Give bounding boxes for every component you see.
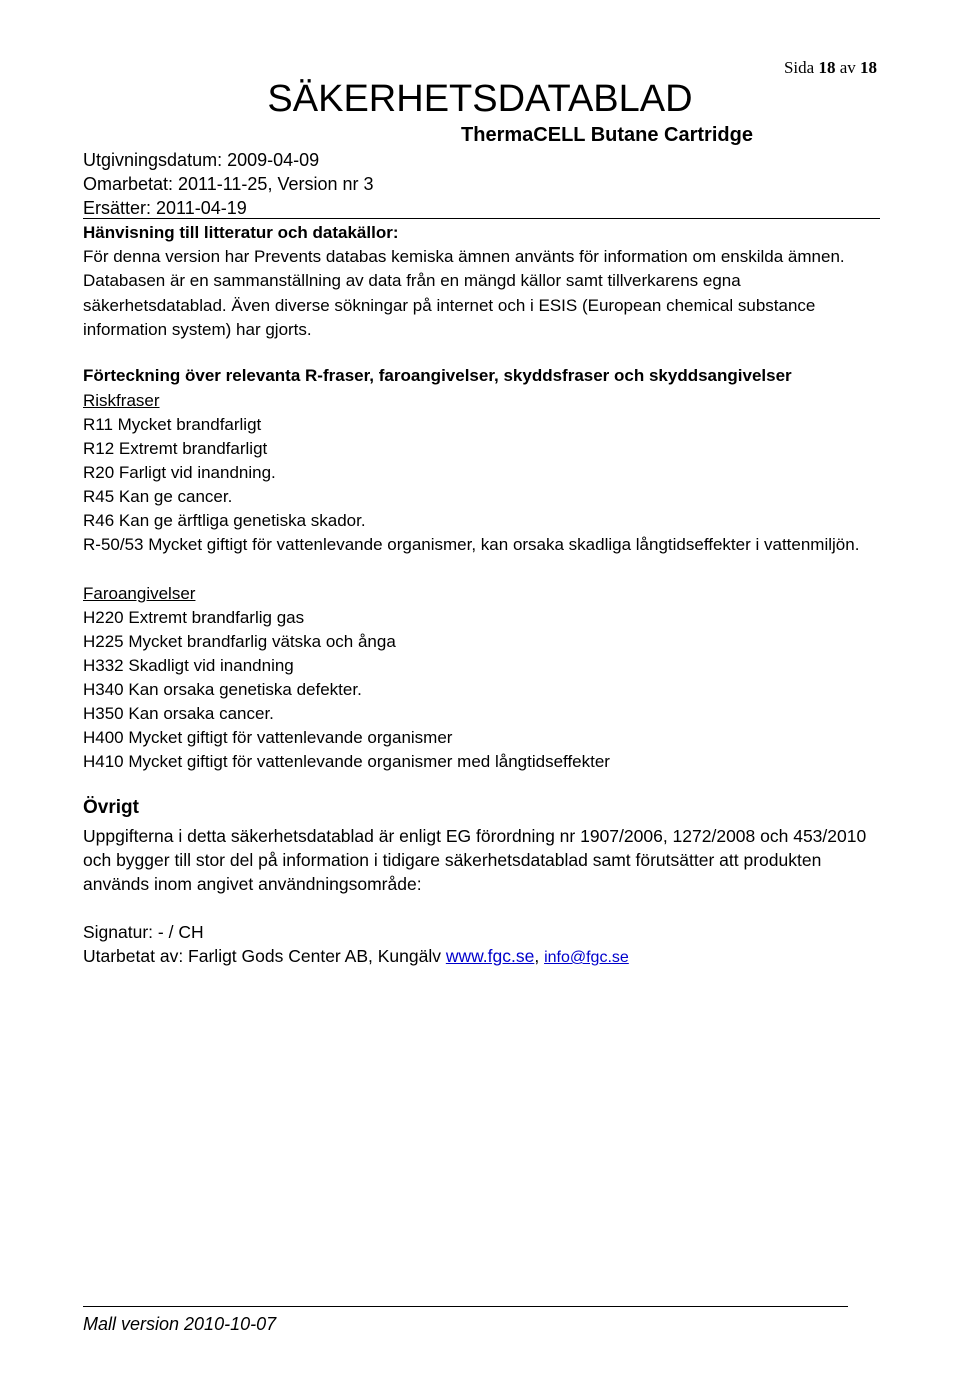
prepared-by-text: Utarbetat av: Farligt Gods Center AB, Kungälv <box>83 946 446 966</box>
website-link[interactable]: www.fgc.se <box>445 946 535 966</box>
header-divider <box>83 218 880 219</box>
product-name: ThermaCELL Butane Cartridge <box>461 124 753 146</box>
list-item: H220 Extremt brandfarlig gas <box>83 608 305 627</box>
risk-phrases-heading: Riskfraser <box>83 391 160 410</box>
list-item: H400 Mycket giftigt för vattenlevande organismer <box>83 728 453 747</box>
replaces-date: Ersätter: 2011-04-19 <box>83 198 247 218</box>
list-item: R-50/53 Mycket giftigt för vattenlevande organismer, kan orsaka skadliga långtidseffekter i vattenmiljön. <box>83 535 860 554</box>
references-heading: Hänvisning till litteratur och datakällor: <box>83 223 399 242</box>
list-item: R46 Kan ge ärftliga genetiska skador. <box>83 511 366 530</box>
email-link[interactable]: info@fgc.se <box>544 949 629 966</box>
hazard-statements-heading: Faroangivelser <box>83 584 196 603</box>
signature-block <box>83 920 629 970</box>
risk-phrases-list <box>83 389 859 557</box>
revision-info: Omarbetat: 2011-11-25, Version nr 3 <box>83 174 374 194</box>
list-item: H332 Skadligt vid inandning <box>83 656 294 675</box>
footer-divider <box>83 1306 848 1307</box>
prepared-by-line <box>83 944 629 970</box>
list-item: H410 Mycket giftigt för vattenlevande organismer med långtidseffekter <box>83 752 610 771</box>
document-title: SÄKERHETSDATABLAD <box>267 78 693 120</box>
template-version: Mall version 2010-10-07 <box>83 1314 277 1334</box>
list-item: H225 Mycket brandfarlig vätska och ånga <box>83 632 396 651</box>
list-item: R20 Farligt vid inandning. <box>83 463 276 482</box>
link-separator: , <box>534 946 545 966</box>
other-heading: Övrigt <box>83 797 139 818</box>
list-item: H340 Kan orsaka genetiska defekter. <box>83 680 362 699</box>
page-current: 18 <box>818 58 836 77</box>
page-total: 18 <box>860 58 877 77</box>
list-item: H350 Kan orsaka cancer. <box>83 704 274 723</box>
list-item: R11 Mycket brandfarligt <box>83 415 262 434</box>
page-separator: av <box>839 58 856 77</box>
other-body: Uppgifterna i detta säkerhetsdatablad är enligt EG förordning nr 1907/2006, 1272/2008 och 453/2010 och bygger till stor del på information i tidigare säkerhetsdatablad samt förutsätter att produkten används inom angivet användningsområde: <box>83 826 867 895</box>
references-body: För denna version har Prevents databas kemiska ämnen använts för information om enskilda ämnen. Databasen är en sammanställning av data från en mängd källor samt tillverkarens egna säkerhetsdatablad. Även diverse sökningar på internet och i ESIS (European chemical substance information system) har gjorts. <box>83 247 845 340</box>
signature-line: Signatur: - / CH <box>83 922 204 942</box>
page-number <box>784 58 877 78</box>
page-label: Sida <box>783 58 815 77</box>
list-item: R45 Kan ge cancer. <box>83 487 233 506</box>
list-item: R12 Extremt brandfarligt <box>83 439 268 458</box>
issue-date: Utgivningsdatum: 2009-04-09 <box>83 150 320 170</box>
hazard-statements-list <box>83 582 610 774</box>
phrases-heading: Förteckning över relevanta R-fraser, faroangivelser, skyddsfraser och skyddsangivelser <box>83 366 792 385</box>
